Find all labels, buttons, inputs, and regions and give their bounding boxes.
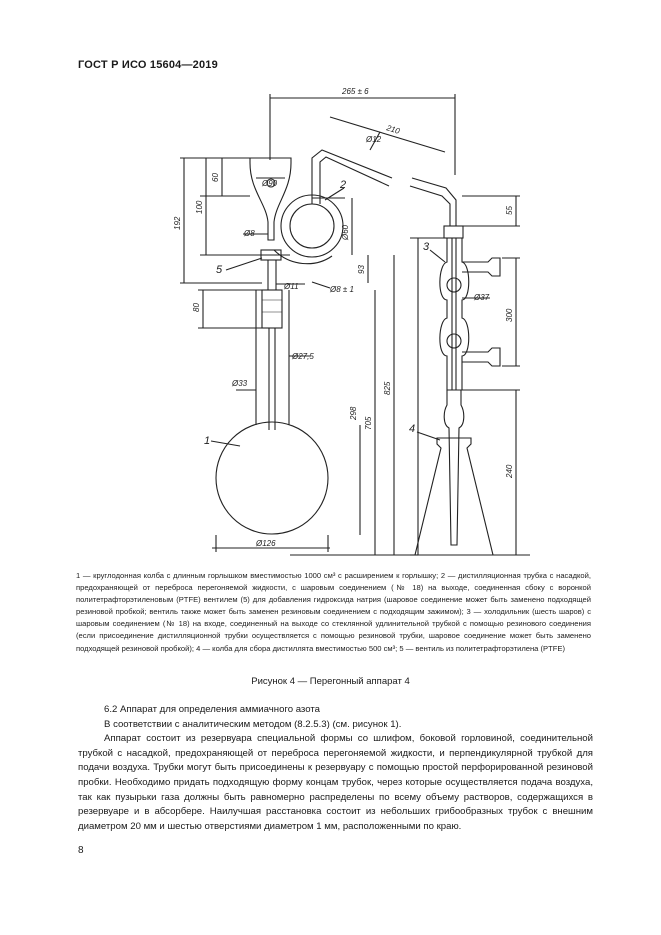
dim-8pm: Ø8 ± 1 bbox=[330, 285, 354, 294]
dim-33: Ø33 bbox=[232, 379, 248, 388]
dim-298: 298 bbox=[349, 406, 358, 420]
label-5: 5 bbox=[216, 264, 223, 276]
label-2: 2 bbox=[340, 179, 347, 191]
section-body: Аппарат состоит из резервуара специальной формы со шлифом, боковой горловиной, соединительной трубкой с насадкой, предохраняющей от переброса перегоняемой жидкости, и перпендикулярной трубкой для подачи воздуха. Трубки могут быть присоединены к резервуару с помощью простой перфорированной резиновой пробки. Необходимо придать подходящую форму концам трубок, через которые осуществляется подача воздуха, так как пузырьки газа должны быть равномерно распределены по всему объему растворов, содержащихся в резервуаре и в абсорбере. Наилучшая расстановка состоит из небольших грибообразных трубок с внешним диаметром 20 мм и шестью отверстиями диаметром 1 мм, расположенными по краю. bbox=[78, 733, 593, 832]
page-number: 8 bbox=[78, 845, 84, 856]
section-heading: 6.2 Аппарат для определения аммиачного азота bbox=[104, 704, 320, 715]
dim-93: 93 bbox=[357, 265, 366, 274]
dim-240: 240 bbox=[505, 464, 514, 478]
figure-title: Рисунок 4 — Перегонный аппарат 4 bbox=[251, 676, 410, 687]
dim-126: Ø126 bbox=[256, 539, 276, 548]
dim-825: 825 bbox=[383, 381, 392, 395]
dim-90: Ø90 bbox=[262, 179, 278, 188]
dim-300: 300 bbox=[505, 308, 514, 322]
dim-705: 705 bbox=[364, 416, 373, 430]
figure-caption: 1 — круглодонная колба с длинным горлышком вместимостью 1000 см³ с расширением к горлышку; 2 — дистилляционная трубка с насадкой, предохраняющей от переброса перегоняемой жидкости, с шаровым соединением (№ 18) на выходе, соединенная сбоку с воронкой политетрафторэтиленовым (PTFE) вентилем (5) для добавления гидроксида натрия (шаровое соединение может быть заменено подходящей резиновой пробкой; вентиль также может быть заменен резиновым соединением с подходящим зажимом); 3 — холодильник (шесть шаров) с шаровым соединением (№ 18) на входе, соединенный на выходе со стеклянной удлинительной трубкой с помощью резинового соединения (если присоединение дистилляционной трубки осуществляется с помощью резиновой трубки, шаровое соединение может быть заменено подходящей резиновой пробкой); 4 — колба для сбора дистиллята вместимостью 500 см³; 5 — вентиль из политетрафторэтилена (PTFE) bbox=[76, 571, 591, 653]
section-6-2 bbox=[78, 703, 593, 834]
dim-12: Ø12 bbox=[366, 135, 382, 144]
label-3: 3 bbox=[423, 241, 430, 253]
dim-210: 210 bbox=[385, 123, 401, 136]
dim-100: 100 bbox=[195, 200, 204, 214]
label-1: 1 bbox=[204, 435, 211, 447]
dim-11: Ø11 bbox=[284, 282, 299, 291]
dim-60b: Ø60 bbox=[341, 224, 350, 240]
dim-8: Ø8 bbox=[244, 229, 255, 238]
section-reference: В соответствии с аналитическим методом (8.2.5.3) (см. рисунок 1). bbox=[104, 718, 402, 730]
dim-60: 60 bbox=[211, 173, 220, 182]
label-4: 4 bbox=[409, 423, 416, 435]
dim-55: 55 bbox=[505, 206, 514, 215]
dim-37: Ø37 bbox=[474, 293, 490, 302]
dim-27: Ø27,5 bbox=[292, 352, 314, 361]
document-header: ГОСТ Р ИСО 15604—2019 bbox=[78, 59, 218, 71]
dim-265: 265 ± 6 bbox=[342, 87, 369, 96]
dim-192: 192 bbox=[173, 216, 182, 230]
dim-80: 80 bbox=[192, 303, 201, 312]
